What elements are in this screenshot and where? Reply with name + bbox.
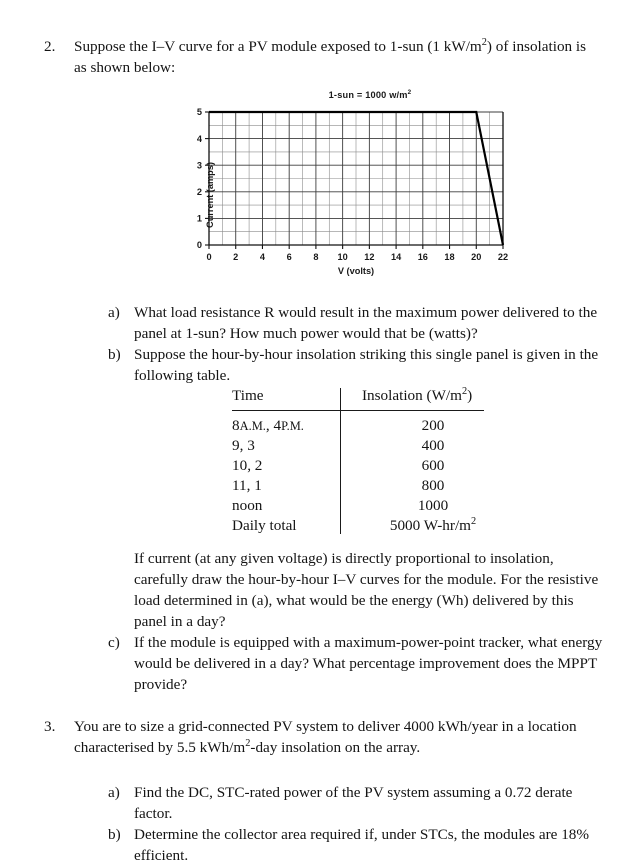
question-2-part-c-marker: c) (108, 634, 120, 651)
question-3-part-b (108, 824, 608, 866)
question-2-stem-sup: 2 (481, 36, 487, 48)
question-2-part-a (108, 302, 608, 344)
insolation-table (232, 386, 504, 536)
svg-text:0: 0 (196, 240, 202, 251)
table-header-row (232, 386, 504, 411)
question-3-part-a-marker: a) (108, 784, 120, 801)
chart-minor-gridlines (209, 112, 503, 245)
table-cell-insolation: 400 (421, 437, 445, 454)
table-header-insolation-suffix: ) (467, 387, 473, 404)
question-3-stem-sup: 2 (245, 737, 251, 749)
chart-plot-area (185, 90, 515, 280)
question-2-part-c (108, 632, 608, 695)
question-3-stem (74, 716, 602, 758)
question-3-part-a (108, 782, 608, 824)
table-header-time: Time (232, 387, 264, 404)
svg-text:2: 2 (233, 252, 239, 262)
question-3-part-b-marker: b) (108, 826, 121, 843)
table-row (232, 456, 504, 476)
question-2-stem (74, 36, 602, 78)
table-cell-time: 9, 3 (232, 437, 255, 454)
question-2-part-b-text: Suppose the hour-by-hour insolation striking this single panel is given in the following table. (134, 346, 599, 384)
chart-tick-marks (205, 112, 503, 249)
table-cell-insolation: 1000 (417, 497, 449, 514)
svg-text:12: 12 (364, 252, 375, 262)
table-cell-insolation: 200 (421, 417, 445, 434)
table-cell-insolation: 800 (421, 477, 445, 494)
svg-text:6: 6 (286, 252, 292, 262)
total-value-text: 5000 W-hr/m (389, 517, 471, 534)
total-value-sup: 2 (470, 515, 477, 527)
table-row (232, 496, 504, 516)
svg-text:5: 5 (196, 107, 202, 118)
table-cell-total-label: Daily total (232, 517, 297, 534)
svg-text:20: 20 (471, 252, 482, 262)
time-period-2: P.M. (281, 419, 304, 433)
time-number: 8 (232, 417, 240, 434)
svg-text:16: 16 (417, 252, 428, 262)
chart-tick-labels (197, 107, 508, 262)
time-period-1: A.M. (239, 419, 266, 433)
question-3-subparts (108, 782, 608, 866)
table-cell-time: 10, 2 (232, 457, 263, 474)
question-2-number: 2. (44, 38, 56, 55)
svg-text:3: 3 (196, 160, 202, 171)
svg-text:8: 8 (313, 252, 319, 262)
question-2-part-a-text: What load resistance R would result in the maximum power delivered to the panel at 1-sun? How much power would that be (watts)? (134, 304, 598, 342)
table-header-insolation-sup: 2 (461, 385, 468, 397)
table-row (232, 411, 504, 436)
question-2-stem-part1: Suppose the I–V curve for a PV module exposed to 1-sun (1 kW/m (74, 38, 482, 55)
chart-x-axis-label: V (volts) (337, 266, 375, 276)
table-cell-total-value (348, 516, 504, 536)
svg-text:14: 14 (390, 252, 402, 262)
table-row (232, 476, 504, 496)
question-3 (44, 716, 602, 758)
question-2-stem-part2: ) of insolation is as shown below: (74, 38, 587, 76)
svg-text:18: 18 (444, 252, 455, 262)
table-row (232, 436, 504, 456)
chart-y-axis-label: Current (amps) (205, 162, 215, 228)
table-header-insolation (348, 386, 504, 411)
question-2-part-b-marker: b) (108, 346, 121, 363)
svg-text:10: 10 (337, 252, 348, 262)
question-2 (44, 36, 602, 78)
table-total-row (232, 516, 504, 536)
table-cell-time: 11, 1 (232, 477, 262, 494)
svg-text:4: 4 (196, 133, 202, 144)
svg-text:2: 2 (196, 187, 202, 197)
table-header-insolation-text: Insolation (W/m (362, 387, 462, 404)
svg-text:1: 1 (196, 213, 202, 224)
question-2-part-a-marker: a) (108, 304, 120, 321)
chart-title-sup: 2 (407, 88, 412, 96)
svg-text:22: 22 (497, 252, 509, 262)
question-2-part-b-followup: If current (at any given voltage) is directly proportional to insolation, carefully draw the hour-by-hour I–V curves for the module. For the resistive load determined in (a), what would be the energy (Wh) delivered by this panel in a day? (134, 550, 599, 630)
question-2-subparts-ab (108, 302, 608, 386)
svg-text:4: 4 (259, 252, 266, 262)
question-2-part-b (108, 344, 608, 386)
question-2-part-c-text: If the module is equipped with a maximum-power-point tracker, what energy would be delivered in a day? What percentage improvement does the MPPT provide? (134, 634, 603, 693)
table-cell-time: noon (232, 497, 263, 514)
time-separator: , 4 (265, 417, 282, 434)
question-3-part-a-text: Find the DC, STC-rated power of the PV system assuming a 0.72 derate factor. (134, 784, 573, 822)
question-3-part-b-text: Determine the collector area required if, under STCs, the modules are 18% efficient. (134, 826, 590, 864)
iv-curve-chart (185, 90, 515, 280)
chart-title-text: 1-sun = 1000 w/m (328, 90, 408, 100)
table-cell-insolation: 600 (421, 457, 445, 474)
table-cell-time (232, 411, 348, 436)
question-3-stem-part1: You are to size a grid-connected PV system to deliver 4000 kWh/year in a location characterised by 5.5 kWh/m (74, 718, 577, 756)
question-2-subpart-c (108, 632, 608, 695)
svg-text:0: 0 (206, 252, 212, 262)
question-3-stem-part2: -day insolation on the array. (250, 739, 421, 756)
question-3-number: 3. (44, 718, 56, 735)
